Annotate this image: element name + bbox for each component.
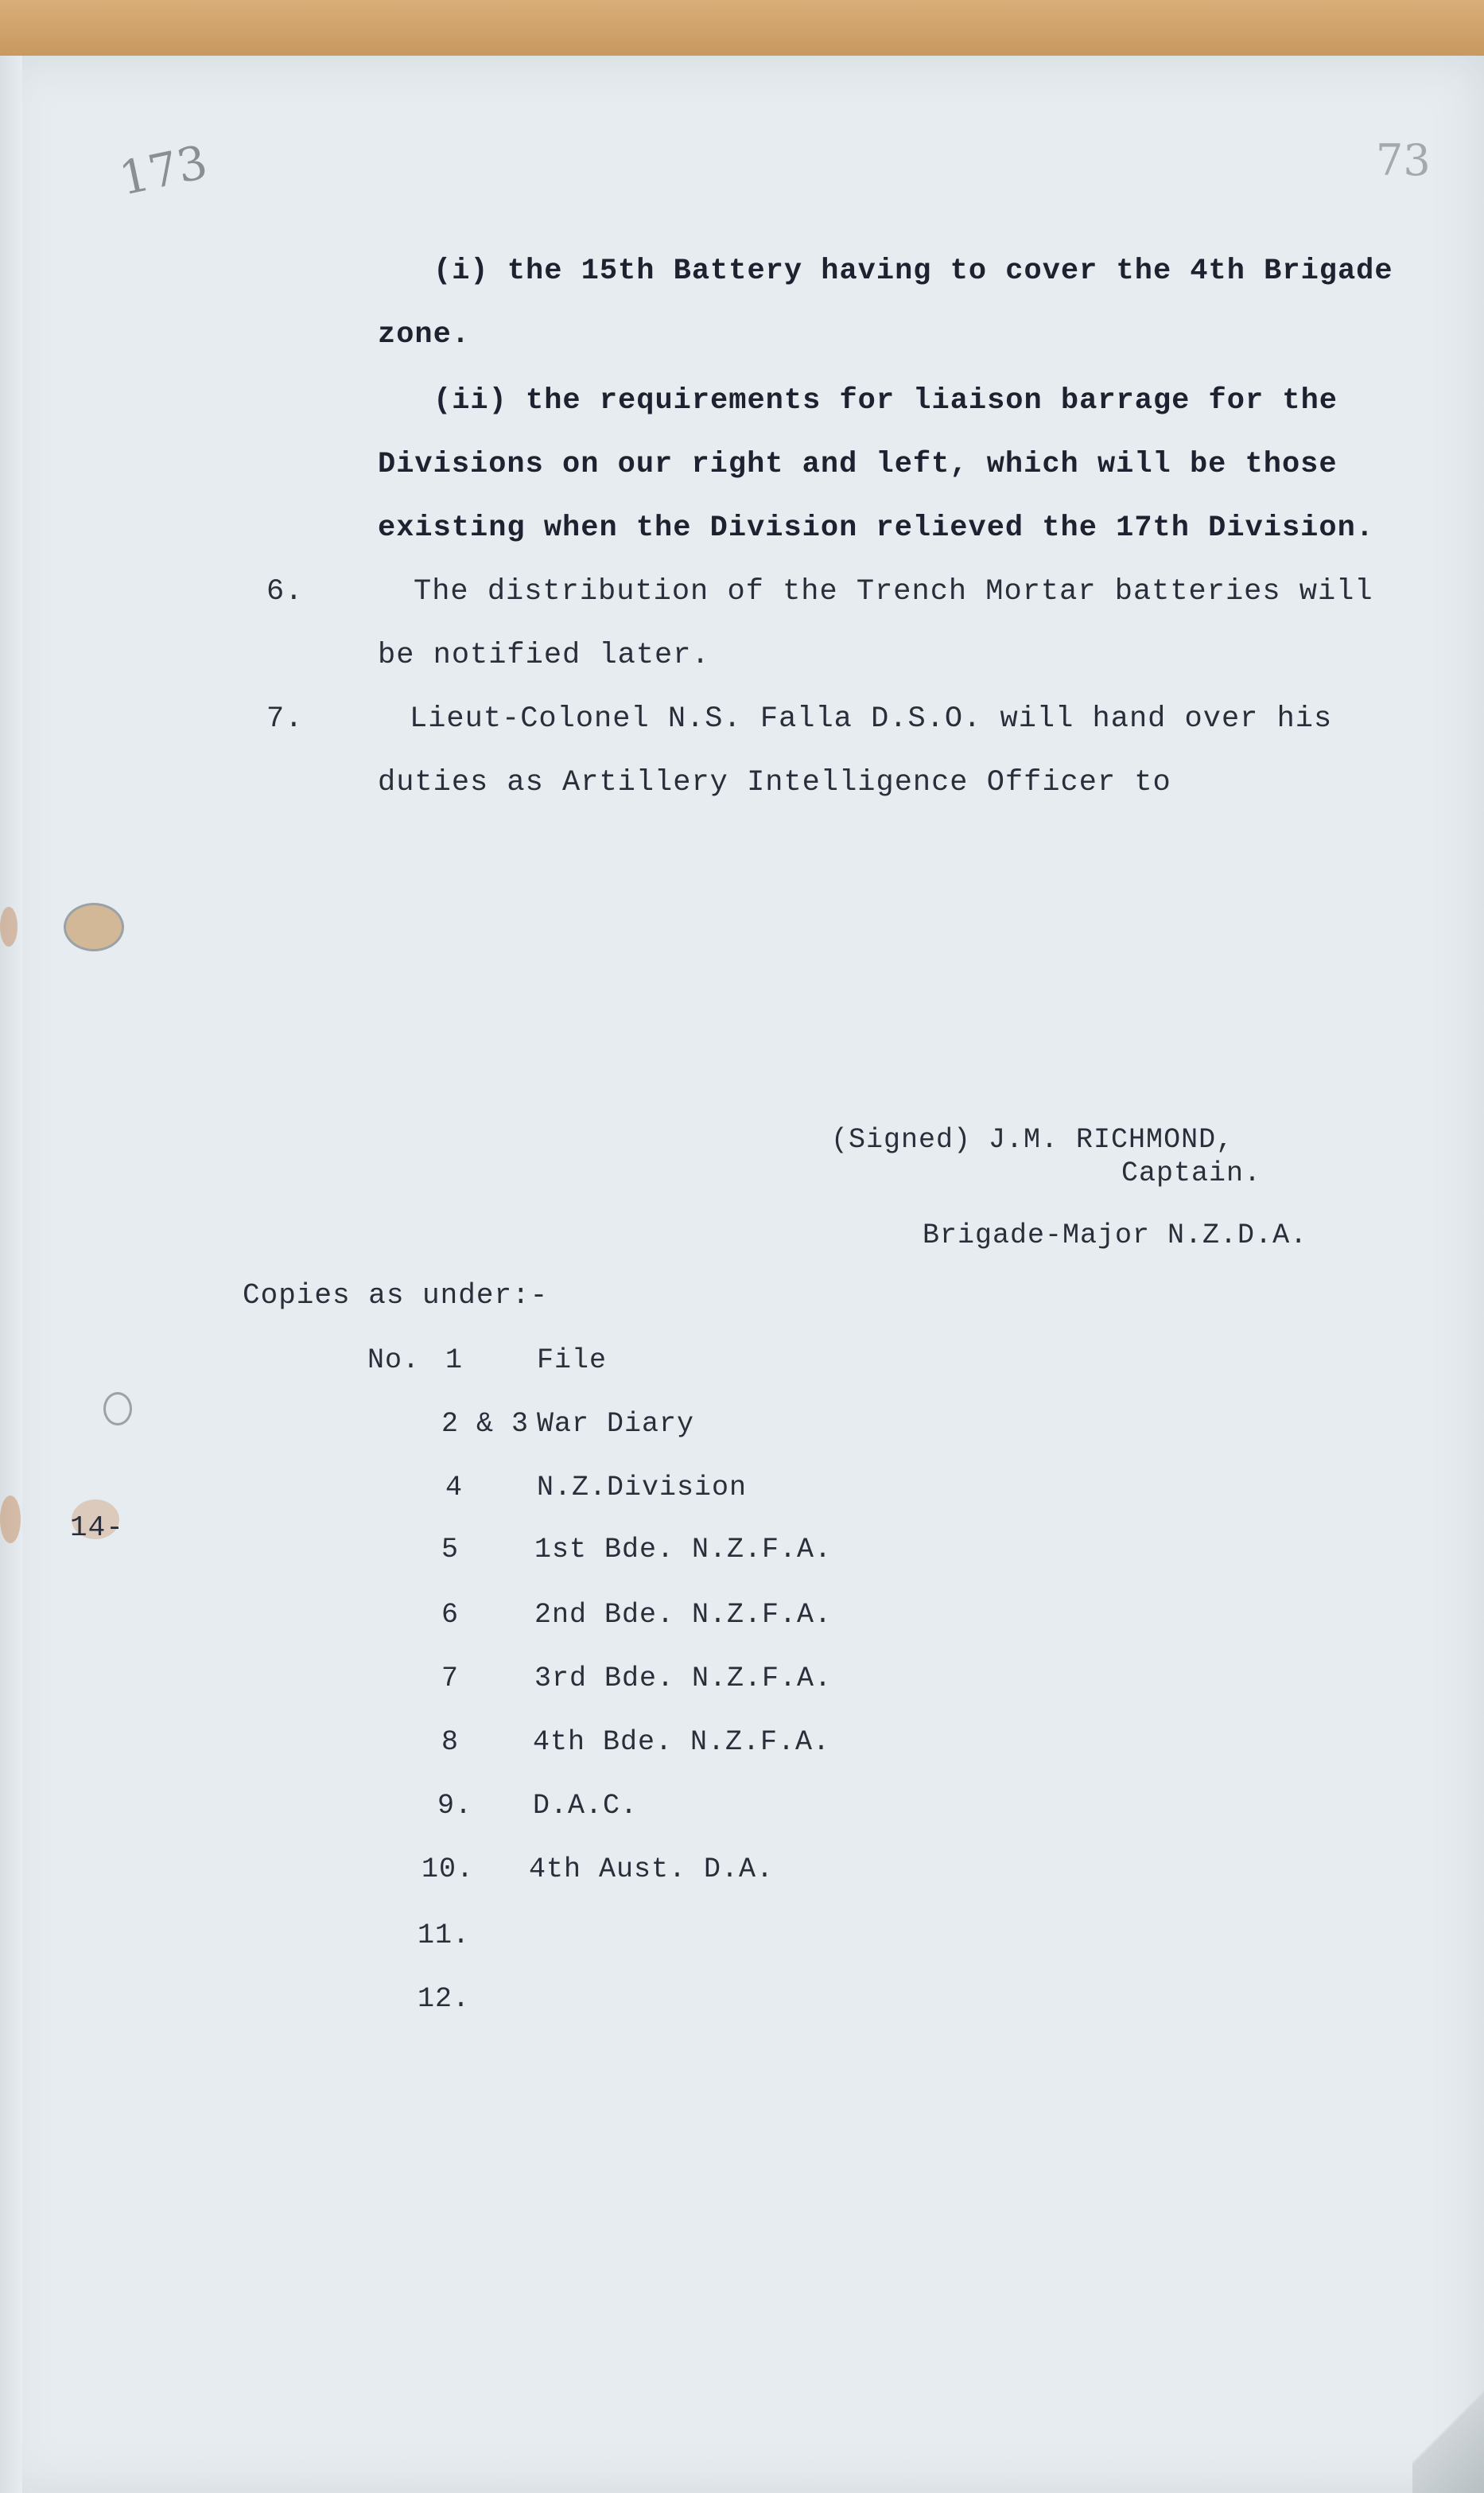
signature-title: Brigade-Major N.Z.D.A. <box>923 1219 1308 1251</box>
copies-no-label: No. <box>367 1344 421 1376</box>
archive-number-right: 73 <box>1376 135 1431 185</box>
body-line: Lieut-Colonel N.S. Falla D.S.O. will hand over his <box>410 702 1333 736</box>
body-line: (ii) the requirements for liaison barrage for the <box>433 384 1338 418</box>
body-line: The distribution of the Trench Mortar batteries will <box>414 575 1373 609</box>
copy-recipient: 3rd Bde. N.Z.F.A. <box>534 1663 833 1694</box>
body-line: Divisions on our right and left, which will be those <box>378 448 1338 481</box>
copy-number: 5 <box>441 1534 460 1565</box>
body-line: existing when the Division relieved the 17th Division. <box>378 511 1374 545</box>
body-line: duties as Artillery Intelligence Officer to <box>378 766 1171 799</box>
copies-heading: Copies as under:- <box>243 1279 549 1312</box>
paragraph-number: 7. <box>266 702 304 736</box>
copy-recipient: War Diary <box>537 1408 695 1440</box>
copy-recipient: 1st Bde. N.Z.F.A. <box>534 1534 833 1565</box>
copy-number: 12. <box>418 1983 471 2015</box>
folded-corner <box>1412 2366 1484 2493</box>
copy-recipient: File <box>537 1344 608 1376</box>
page-edge <box>0 56 22 2493</box>
signature-rank: Captain. <box>1121 1157 1262 1189</box>
body-line: be notified later. <box>378 639 710 672</box>
body-line: (i) the 15th Battery having to cover the 4th Brigade <box>433 255 1393 288</box>
copy-recipient: 2nd Bde. N.Z.F.A. <box>534 1599 833 1631</box>
punch-hole-mark <box>0 1495 21 1543</box>
copy-number: 7 <box>441 1663 460 1694</box>
copy-number: 6 <box>441 1599 460 1631</box>
punch-hole-mark <box>0 907 17 947</box>
copy-number: 2 & 3 <box>441 1408 530 1440</box>
copy-number: 11. <box>418 1919 471 1951</box>
copy-recipient: D.A.C. <box>533 1790 639 1822</box>
copy-recipient: N.Z.Division <box>537 1472 748 1503</box>
paragraph-number: 6. <box>266 575 304 609</box>
document-page <box>0 56 1484 2493</box>
copy-recipient: 4th Aust. D.A. <box>529 1853 775 1885</box>
signature-name: (Signed) J.M. RICHMOND, <box>831 1124 1234 1156</box>
copy-number: 9. <box>437 1790 473 1822</box>
copy-number: 1 <box>445 1344 464 1376</box>
archive-number-left: 173 <box>115 134 212 206</box>
margin-mark: 14- <box>70 1511 124 1544</box>
punch-hole <box>64 903 124 951</box>
copy-number: 4 <box>445 1472 464 1503</box>
copy-number: 10. <box>422 1853 475 1885</box>
body-line: zone. <box>378 318 471 352</box>
copy-recipient: 4th Bde. N.Z.F.A. <box>533 1726 831 1758</box>
punch-hole <box>103 1392 132 1425</box>
copy-number: 8 <box>441 1726 460 1758</box>
